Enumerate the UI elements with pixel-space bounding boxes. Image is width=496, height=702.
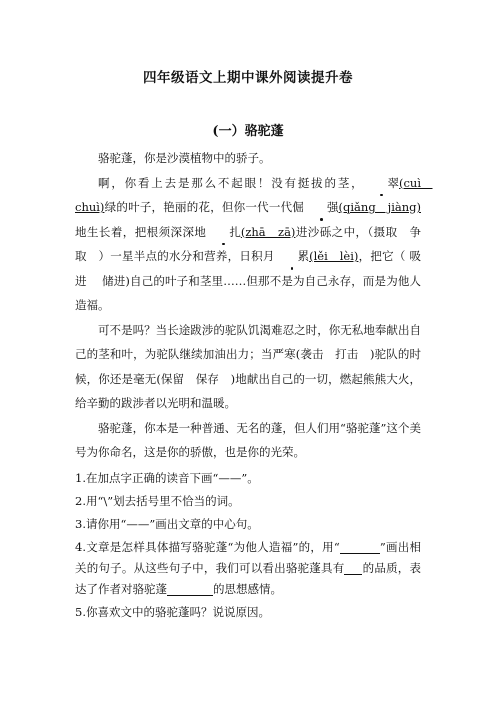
reading-passage (75, 146, 433, 625)
pinyin-options-zha: (zhā zā) (240, 224, 296, 239)
answer-blank-1[interactable] (340, 540, 380, 554)
question-2: 2.用“\”划去括号里不恰当的词。 (75, 493, 240, 508)
pinyin-options-qiang: (qiǎng jiàng) (338, 200, 421, 214)
p2-text-4: 进沙砾之中，（摄取 争取 ）一星半点的水分和营养，日积月 (75, 224, 421, 263)
paragraph-3: 可不是吗？当长途跋涉的驼队饥渴难忍之时，你无私地奉献出自己的茎和叶，为驼队继续加油出力；当严寒(袭击 打击 )驼队的时候，你还是毫无(保留 保存 )地献出自己的一切，燃起熊熊大火，给辛勤的跋涉者以光明和温暖。 (75, 322, 421, 410)
q4-text-b: ”画出相关的句子。从这些句子中，我们可以看出骆驼蓬具有 (75, 539, 421, 575)
page-title: 四年级语文上期中课外阅读提升卷 (143, 70, 353, 86)
p2-text-2: 绿的叶子，艳丽的花，但你一代一代倔 (104, 200, 305, 214)
q4-text-c: 的品质，表达了作者对骆驼蓬 (75, 560, 422, 596)
question-3: 3.请你用“——”画出文章的中心句。 (75, 516, 259, 531)
dotted-char-zha: 扎 (206, 220, 241, 245)
dotted-char-lei: 累 (275, 244, 310, 269)
dotted-char-cui: 翠 (364, 171, 399, 196)
question-5: 5.你喜欢文中的骆驼蓬吗？说说原因。 (75, 604, 270, 619)
pinyin-options-lei: (lěi lèi) (309, 249, 359, 263)
paragraph-1: 骆驼蓬，你是沙漠植物中的骄子。 (98, 151, 271, 165)
question-1: 1.在加点字正确的读音下画“——”。 (75, 470, 259, 485)
p2-text-3: 地生长着，把根须深深地 (75, 224, 207, 239)
dotted-char-qiang: 强 (304, 195, 339, 220)
pinyin-options-cui: (cuì chuì) (75, 175, 433, 214)
paragraph-4: 骆驼蓬，你本是一种普通、无名的蓬，但人们用“骆驼蓬”这个美号为你命名，这是你的骄傲，也是你的光荣。 (75, 420, 421, 459)
answer-blank-2[interactable] (344, 561, 362, 575)
section-title: (一）骆驼蓬 (212, 124, 284, 139)
answer-blank-3[interactable] (167, 582, 213, 596)
paragraph-2 (75, 171, 433, 318)
question-4 (75, 537, 421, 600)
q4-text-d: 的思想感情。 (213, 581, 282, 596)
p2-text-5: ，把它（ 吸进 储进)自己的叶子和茎里……但那不是为自己永存，而是为他人造福。 (75, 249, 422, 312)
p2-text-1: 啊，你看上去是那么不起眼！没有挺拔的茎， (98, 175, 365, 190)
questions (75, 468, 421, 623)
q4-text-a: 4.文章是怎样具体描写骆驼蓬“为他人造福”的，用“ (75, 539, 340, 554)
